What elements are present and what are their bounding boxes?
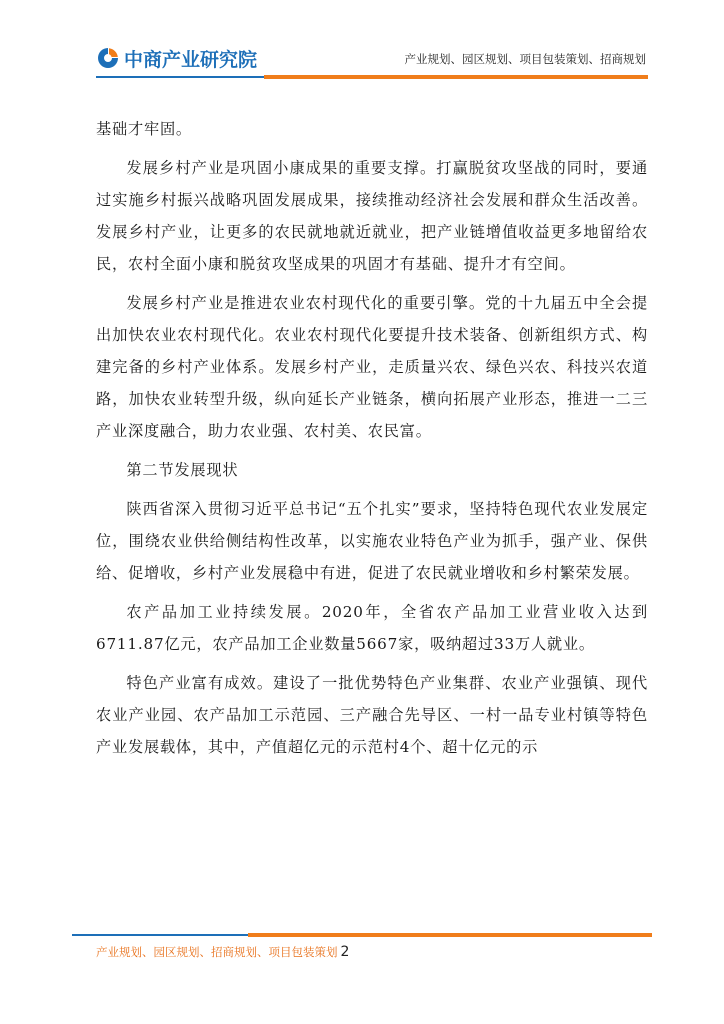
paragraph: 农产品加工业持续发展。2020年，全省农产品加工业营业收入达到6711.87亿元，农产品加工企业数量5667家，吸纳超过33万人就业。 — [96, 603, 648, 653]
logo-text: 中商产业研究院 — [124, 48, 258, 71]
footer-rule-orange — [248, 933, 652, 937]
header-tagline: 产业规划、园区规划、项目包装策划、招商规划 — [404, 52, 646, 66]
header-rule-blue — [96, 76, 264, 78]
page-footer — [96, 944, 349, 960]
footer-rule-blue — [72, 934, 248, 936]
page-number: 2 — [340, 944, 350, 960]
section-heading: 第二节发展现状 — [126, 461, 239, 479]
document-body — [96, 113, 648, 770]
paragraph: 陕西省深入贯彻习近平总书记“五个扎实”要求，坚持特色现代农业发展定位，围绕农业供给侧结构性改革，以实施农业特色产业为抓手，强产业、保供给、促增收，乡村产业发展稳中有进，促进了农民就业增收和乡村繁荣发展。 — [96, 500, 648, 582]
logo-mark-icon — [96, 46, 120, 70]
paragraph: 发展乡村产业是推进农业农村现代化的重要引擎。党的十九届五中全会提出加快农业农村现代化。农业农村现代化要提升技术装备、创新组织方式、构建完备的乡村产业体系。发展乡村产业，走质量兴农、绿色兴农、科技兴农道路，加快农业转型升级，纵向延长产业链条，横向拓展产业形态，推进一二三产业深度融合，助力农业强、农村美、农民富。 — [96, 294, 648, 440]
paragraph-continuation: 基础才牢固。 — [96, 120, 192, 138]
paragraph: 发展乡村产业是巩固小康成果的重要支撑。打赢脱贫攻坚战的同时，要通过实施乡村振兴战略巩固发展成果，接续推动经济社会发展和群众生活改善。发展乡村产业，让更多的农民就地就近就业，把产业链增值收益更多地留给农民，农村全面小康和脱贫攻坚成果的巩固才有基础、提升才有空间。 — [96, 159, 648, 273]
footer-text: 产业规划、园区规划、招商规划、项目包装策划 — [96, 945, 338, 959]
page-header — [0, 0, 724, 82]
header-rule-orange — [264, 75, 648, 79]
company-logo — [96, 44, 257, 72]
paragraph: 特色产业富有成效。建设了一批优势特色产业集群、农业产业强镇、现代农业产业园、农产品加工示范园、三产融合先导区、一村一品专业村镇等特色产业发展载体，其中，产值超亿元的示范村4个、超十亿元的示 — [96, 674, 648, 756]
